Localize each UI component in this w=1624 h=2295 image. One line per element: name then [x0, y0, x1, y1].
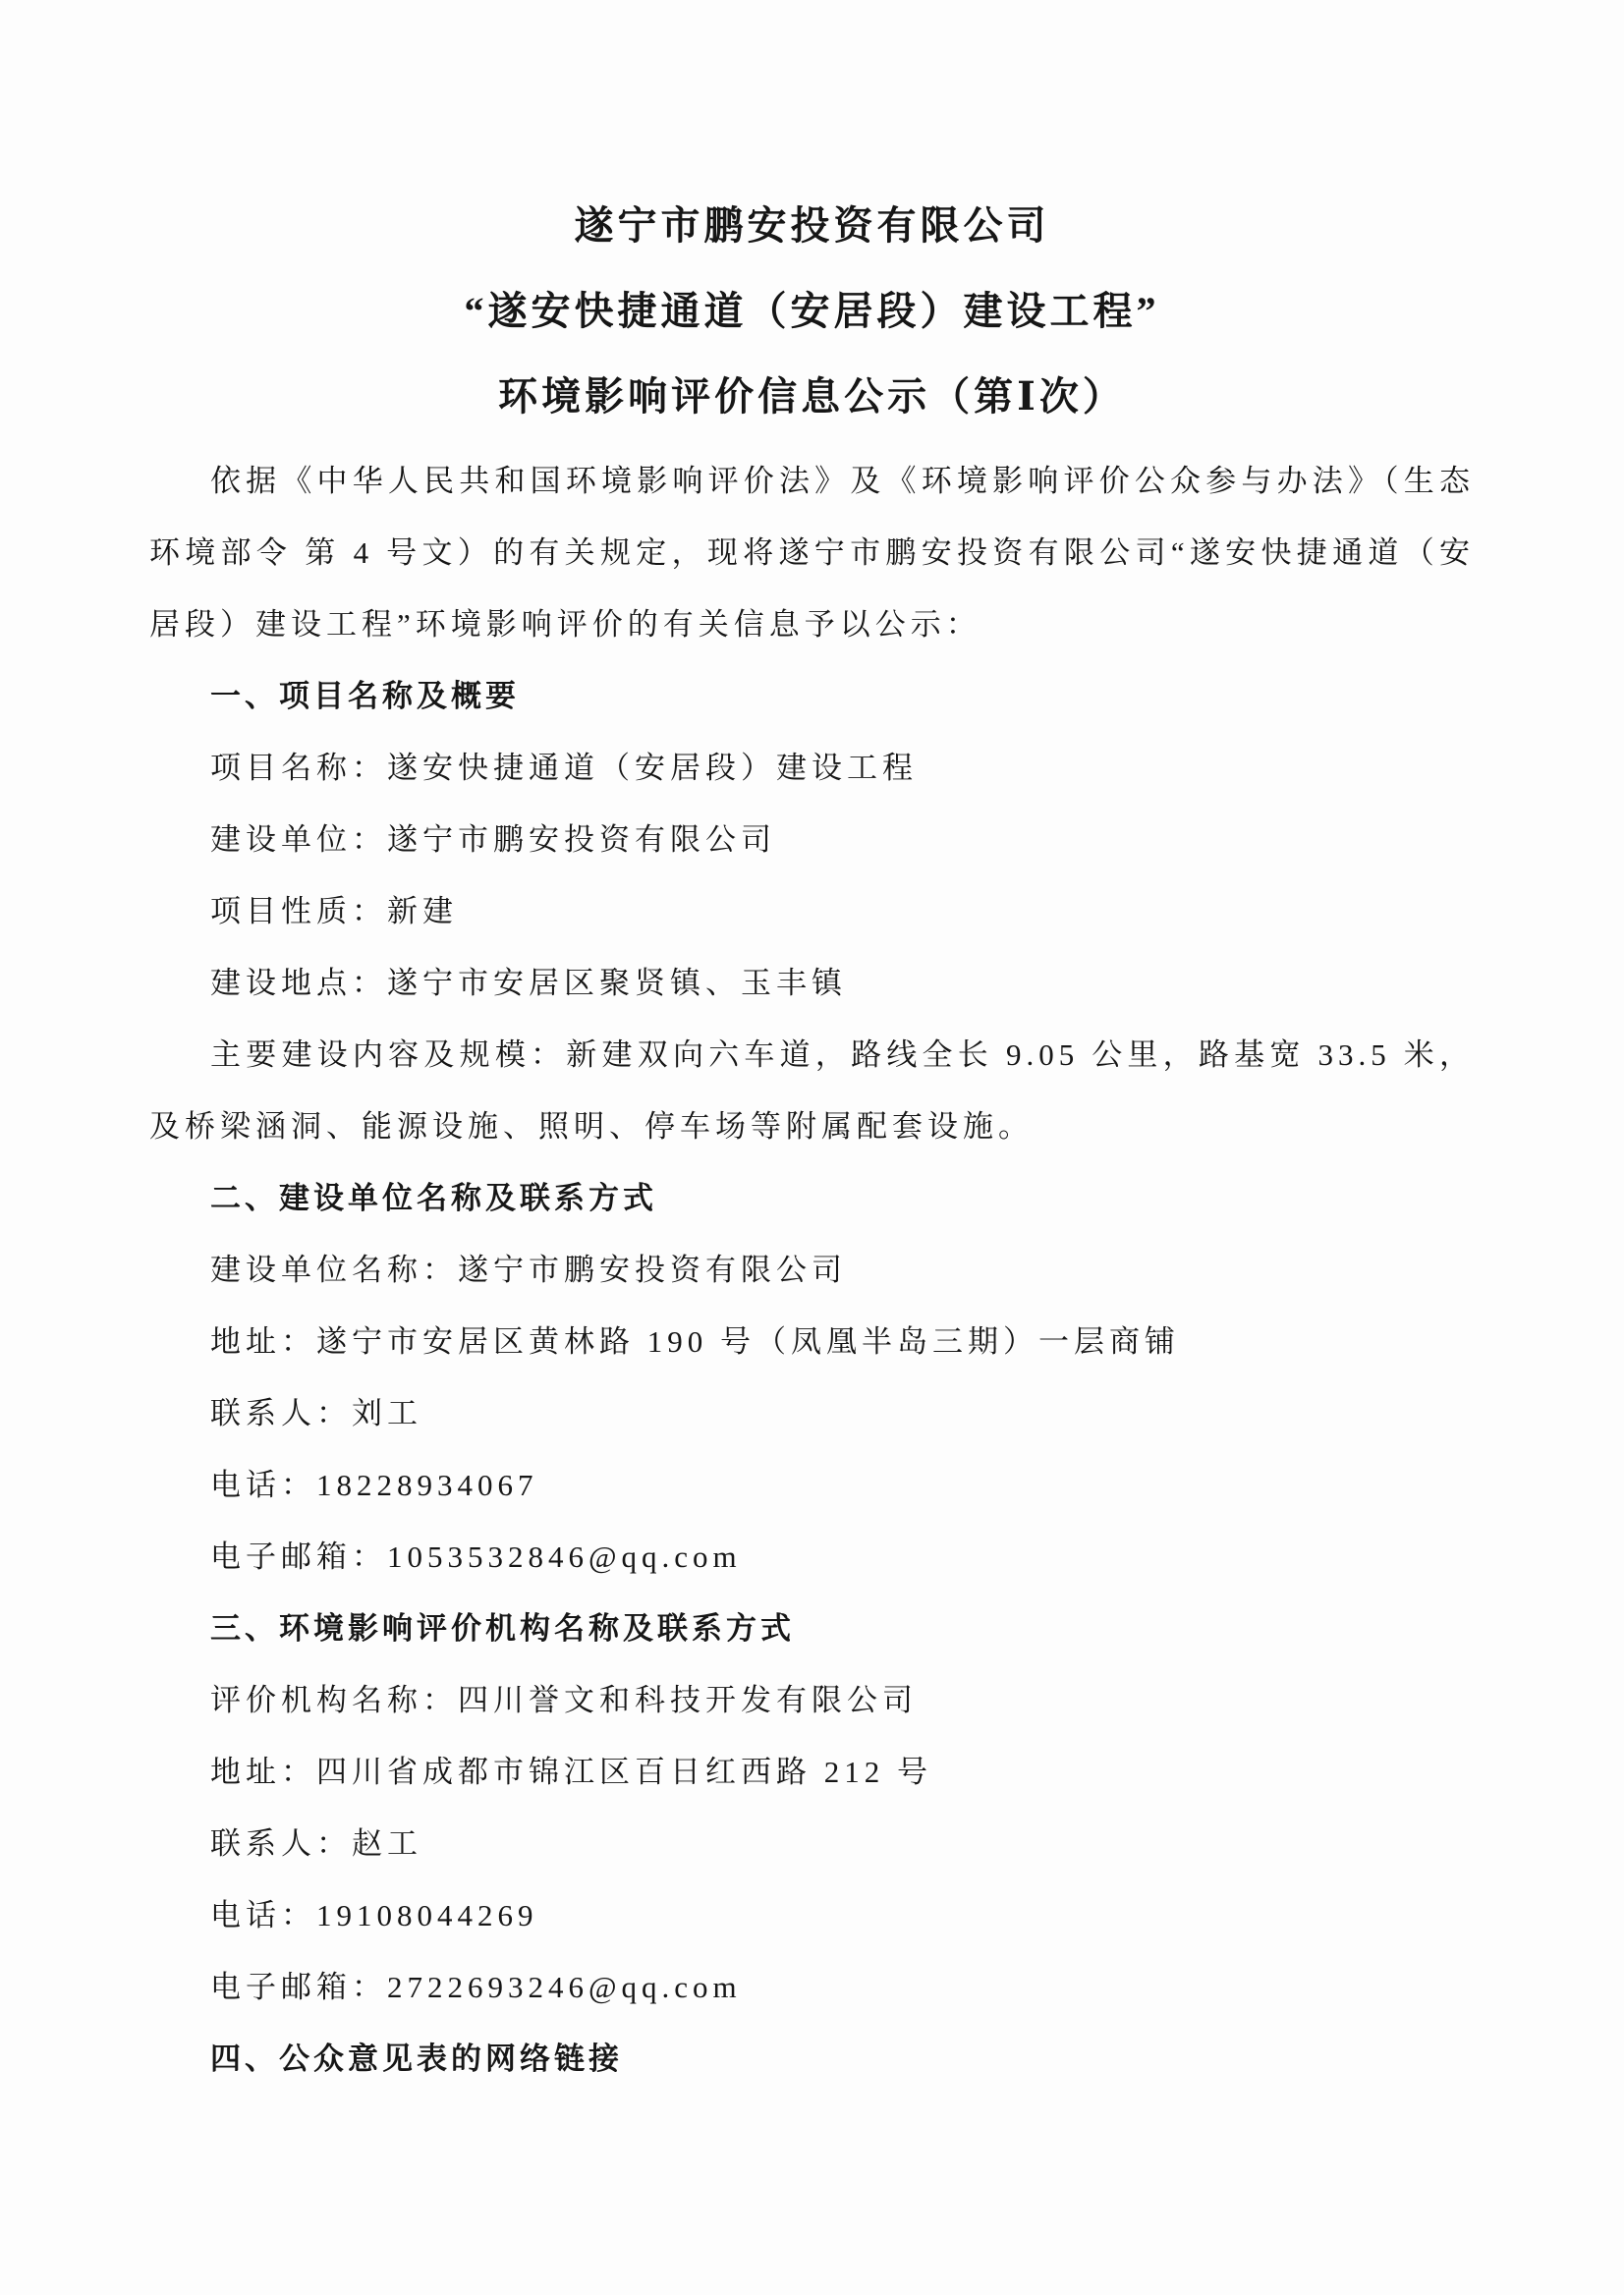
section-1-heading: 一、项目名称及概要	[210, 679, 520, 713]
section-2-item-address: 地址：遂宁市安居区黄林路 190 号（凤凰半岛三期）一层商铺	[210, 1324, 1180, 1359]
doc-title-company: 遂宁市鹏安投资有限公司	[574, 203, 1050, 248]
section-1-item-project-nature: 项目性质：新建	[210, 894, 458, 928]
section-3-item-phone: 电话：19108044269	[210, 1898, 538, 1932]
section-4-heading: 四、公众意见表的网络链接	[210, 2042, 623, 2076]
section-1-item-location: 建设地点：遂宁市安居区聚贤镇、玉丰镇	[210, 966, 847, 1000]
section-2-item-unit-name: 建设单位名称：遂宁市鹏安投资有限公司	[210, 1253, 847, 1287]
section-1-item-construction-unit: 建设单位：遂宁市鹏安投资有限公司	[210, 822, 776, 857]
intro-paragraph: 依据《中华人民共和国环境影响评价法》及《环境影响评价公众参与办法》（生态环境部令 第 4 号文）的有关规定，现将遂宁市鹏安投资有限公司“遂安快捷通道（安居段）建设工程”环境影响评价的有关信息予以公示：	[149, 464, 1475, 642]
section-3-item-agency-name: 评价机构名称：四川誉文和科技开发有限公司	[210, 1683, 918, 1717]
section-3-item-email: 电子邮箱：2722693246@qq.com	[210, 1970, 742, 2004]
section-1-item-scope: 主要建设内容及规模：新建双向六车道，路线全长 9.05 公里，路基宽 33.5 米，及桥梁涵洞、能源设施、照明、停车场等附属配套设施。	[149, 1037, 1475, 1144]
document-body	[149, 445, 1475, 2095]
section-3-item-contact: 联系人：赵工	[210, 1826, 422, 1861]
section-2-item-email: 电子邮箱：1053532846@qq.com	[210, 1539, 742, 1574]
section-2-item-contact: 联系人：刘工	[210, 1396, 422, 1430]
section-3-heading: 三、环境影响评价机构名称及联系方式	[210, 1611, 795, 1646]
doc-title-project: “遂安快捷通道（安居段）建设工程”	[464, 289, 1160, 333]
section-1-item-project-name: 项目名称：遂安快捷通道（安居段）建设工程	[210, 751, 918, 785]
section-3-item-address: 地址：四川省成都市锦江区百日红西路 212 号	[210, 1755, 932, 1789]
doc-title-notice: 环境影响评价信息公示（第Ⅰ次）	[498, 374, 1126, 419]
section-2-item-phone: 电话：18228934067	[210, 1468, 538, 1502]
section-2-heading: 二、建设单位名称及联系方式	[210, 1181, 657, 1215]
